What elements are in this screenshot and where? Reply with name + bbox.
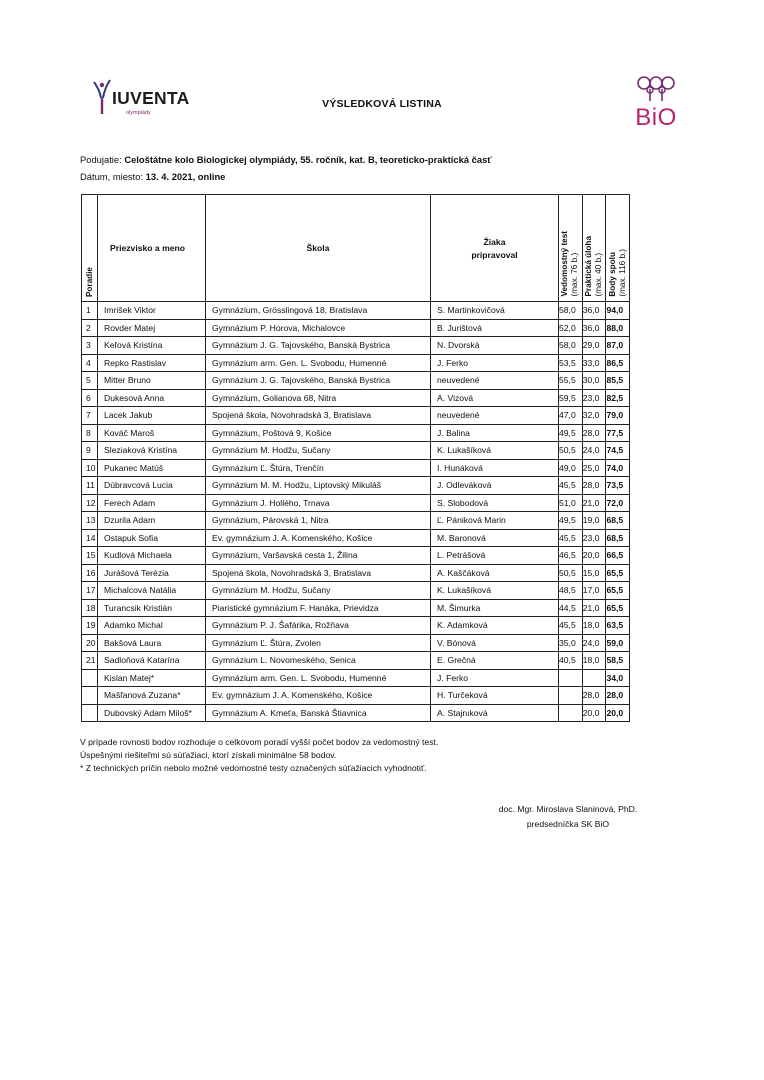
cell-rank: 9 xyxy=(82,442,98,460)
bio-wordmark: BiO xyxy=(635,104,677,131)
cell-test: 45,5 xyxy=(559,477,583,495)
table-row xyxy=(82,599,630,617)
event-label: Podujatie: xyxy=(80,154,122,165)
cell-test: 50,5 xyxy=(559,564,583,582)
cell-teacher: J. Balina xyxy=(431,424,559,442)
cell-name: Dukesová Anna xyxy=(98,389,206,407)
cell-rank: 2 xyxy=(82,319,98,337)
note-success: Úspešnými riešiteľmi sú súťažiaci, ktorí získali minimálne 58 bodov. xyxy=(80,750,337,760)
cell-test: 45,5 xyxy=(559,617,583,635)
cell-total: 77,5 xyxy=(606,424,630,442)
table-row xyxy=(82,389,630,407)
cell-practical: 25,0 xyxy=(582,459,606,477)
cell-teacher: I. Hunáková xyxy=(431,459,559,477)
cell-test: 48,5 xyxy=(559,582,583,600)
cell-test xyxy=(559,687,583,705)
cell-name: Repko Rastislav xyxy=(98,354,206,372)
bio-logo xyxy=(626,74,686,132)
cell-school: Spojená škola, Novohradská 3, Bratislava xyxy=(206,564,431,582)
note-tiebreak: V prípade rovnosti bodov rozhoduje o celkovom poradí vyšší počet bodov za vedomostný test. xyxy=(80,737,439,747)
table-row xyxy=(82,669,630,687)
cell-name: Turancsik Kristián xyxy=(98,599,206,617)
cell-test: 46,5 xyxy=(559,547,583,565)
cell-total: 28,0 xyxy=(606,687,630,705)
cell-teacher: B. Jurištová xyxy=(431,319,559,337)
cell-name: Dzurila Adam xyxy=(98,512,206,530)
table-row xyxy=(82,547,630,565)
table-row xyxy=(82,372,630,390)
cell-school: Gymnázium, Golianova 68, Nitra xyxy=(206,389,431,407)
cell-total: 65,5 xyxy=(606,582,630,600)
table-row xyxy=(82,529,630,547)
table-row xyxy=(82,424,630,442)
header-total: Body spolu (max. 116 b.) xyxy=(606,195,630,302)
cell-name: Kudlová Michaela xyxy=(98,547,206,565)
bio-rings-icon xyxy=(629,74,683,102)
cell-school: Gymnázium M. Hodžu, Sučany xyxy=(206,442,431,460)
cell-teacher: neuvedené xyxy=(431,407,559,425)
cell-practical: 28,0 xyxy=(582,477,606,495)
cell-rank: 4 xyxy=(82,354,98,372)
cell-teacher: J. Odleváková xyxy=(431,477,559,495)
cell-test: 59,5 xyxy=(559,389,583,407)
cell-rank: 15 xyxy=(82,547,98,565)
cell-school: Spojená škola, Novohradská 3, Bratislava xyxy=(206,407,431,425)
cell-total: 88,0 xyxy=(606,319,630,337)
cell-practical: 36,0 xyxy=(582,302,606,320)
cell-school: Gymnázium Ľ. Štúra, Trenčín xyxy=(206,459,431,477)
table-row xyxy=(82,634,630,652)
cell-total: 20,0 xyxy=(606,704,630,722)
header-practical: Praktická úloha (max. 40 b.) xyxy=(582,195,606,302)
cell-teacher: A. Stajnıková xyxy=(431,704,559,722)
cell-total: 66,5 xyxy=(606,547,630,565)
cell-school: Ev. gymnázium J. A. Komenského, Košice xyxy=(206,687,431,705)
cell-test: 53,5 xyxy=(559,354,583,372)
table-row xyxy=(82,494,630,512)
cell-school: Gymnázium J. G. Tajovského, Banská Bystrica xyxy=(206,337,431,355)
event-line xyxy=(80,154,492,165)
cell-name: Rovder Matej xyxy=(98,319,206,337)
cell-total: 68,5 xyxy=(606,529,630,547)
cell-practical: 23,0 xyxy=(582,389,606,407)
cell-school: Gymnázium J. Hollého, Trnava xyxy=(206,494,431,512)
cell-total: 73,5 xyxy=(606,477,630,495)
cell-total: 68,5 xyxy=(606,512,630,530)
notes xyxy=(80,736,438,775)
cell-rank xyxy=(82,687,98,705)
header-name: Priezvisko a meno xyxy=(98,195,206,302)
cell-practical: 28,0 xyxy=(582,687,606,705)
cell-rank: 21 xyxy=(82,652,98,670)
cell-practical: 19,0 xyxy=(582,512,606,530)
cell-rank: 17 xyxy=(82,582,98,600)
cell-practical xyxy=(582,669,606,687)
table-row xyxy=(82,302,630,320)
table-header-row xyxy=(82,195,630,302)
note-asterisk: * Z technických príčin nebolo možné vedomostné testy označených súťažiacich vyhodnotiť. xyxy=(80,763,427,773)
cell-teacher: E. Grečná xyxy=(431,652,559,670)
cell-total: 79,0 xyxy=(606,407,630,425)
cell-rank: 14 xyxy=(82,529,98,547)
cell-practical: 20,0 xyxy=(582,704,606,722)
cell-practical: 36,0 xyxy=(582,319,606,337)
cell-teacher: J. Ferko xyxy=(431,354,559,372)
cell-teacher: K. Adamková xyxy=(431,617,559,635)
cell-teacher: N. Dvorská xyxy=(431,337,559,355)
cell-school: Gymnázium J. G. Tajovského, Banská Bystrica xyxy=(206,372,431,390)
iuventa-subtitle: olympiády xyxy=(126,110,151,116)
cell-rank: 7 xyxy=(82,407,98,425)
cell-name: Ostapuk Sofia xyxy=(98,529,206,547)
cell-rank: 19 xyxy=(82,617,98,635)
date-line xyxy=(80,171,225,182)
cell-teacher: S. Martinkovičová xyxy=(431,302,559,320)
cell-test: 58,0 xyxy=(559,302,583,320)
cell-name: Lacek Jakub xyxy=(98,407,206,425)
cell-test: 52,0 xyxy=(559,319,583,337)
cell-name: Imrišek Viktor xyxy=(98,302,206,320)
cell-rank xyxy=(82,704,98,722)
cell-teacher: A. Kaščáková xyxy=(431,564,559,582)
cell-name: Kováč Maroš xyxy=(98,424,206,442)
cell-school: Gymnázium, Grösslingová 18, Bratislava xyxy=(206,302,431,320)
cell-test: 44,5 xyxy=(559,599,583,617)
header-test: Vedomostný test (max. 76 b.) xyxy=(559,195,583,302)
cell-test: 45,5 xyxy=(559,529,583,547)
cell-practical: 15,0 xyxy=(582,564,606,582)
cell-practical: 23,0 xyxy=(582,529,606,547)
cell-teacher: L. Petrášová xyxy=(431,547,559,565)
cell-school: Gymnázium P. Horova, Michalovce xyxy=(206,319,431,337)
cell-teacher: M. Šimurka xyxy=(431,599,559,617)
cell-total: 85,5 xyxy=(606,372,630,390)
cell-test: 50,5 xyxy=(559,442,583,460)
table-row xyxy=(82,407,630,425)
cell-total: 86,5 xyxy=(606,354,630,372)
signature-role: predsedníčka SK BiO xyxy=(526,819,610,829)
cell-name: Keľová Kristína xyxy=(98,337,206,355)
cell-name: Mitter Bruno xyxy=(98,372,206,390)
cell-school: Gymnázium P. J. Šafárika, Rožňava xyxy=(206,617,431,635)
cell-rank: 1 xyxy=(82,302,98,320)
cell-test: 49,0 xyxy=(559,459,583,477)
cell-total: 94,0 xyxy=(606,302,630,320)
cell-practical: 24,0 xyxy=(582,634,606,652)
cell-test: 49,5 xyxy=(559,512,583,530)
cell-practical: 21,0 xyxy=(582,494,606,512)
cell-total: 65,5 xyxy=(606,564,630,582)
cell-rank: 3 xyxy=(82,337,98,355)
header-school: Škola xyxy=(206,195,431,302)
cell-practical: 33,0 xyxy=(582,354,606,372)
cell-rank: 11 xyxy=(82,477,98,495)
cell-test: 49,5 xyxy=(559,424,583,442)
cell-total: 34,0 xyxy=(606,669,630,687)
cell-practical: 28,0 xyxy=(582,424,606,442)
cell-total: 58,5 xyxy=(606,652,630,670)
cell-practical: 21,0 xyxy=(582,599,606,617)
cell-total: 74,5 xyxy=(606,442,630,460)
cell-teacher: K. Lukašíková xyxy=(431,442,559,460)
cell-total: 65,5 xyxy=(606,599,630,617)
signature-name: doc. Mgr. Miroslava Slaninová, PhD. xyxy=(498,804,638,814)
cell-total: 74,0 xyxy=(606,459,630,477)
cell-name: Dúbravcová Lucia xyxy=(98,477,206,495)
cell-rank: 18 xyxy=(82,599,98,617)
table-row xyxy=(82,617,630,635)
table-row xyxy=(82,687,630,705)
cell-teacher: H. Turčeková xyxy=(431,687,559,705)
cell-rank: 16 xyxy=(82,564,98,582)
cell-rank: 13 xyxy=(82,512,98,530)
cell-rank: 10 xyxy=(82,459,98,477)
table-row xyxy=(82,477,630,495)
cell-school: Gymnázium M. Hodžu, Sučany xyxy=(206,582,431,600)
cell-rank: 6 xyxy=(82,389,98,407)
table-row xyxy=(82,354,630,372)
header-rank: Poradie xyxy=(82,195,98,302)
cell-school: Gymnázium Ľ. Štúra, Zvolen xyxy=(206,634,431,652)
results-table xyxy=(81,194,630,722)
cell-test xyxy=(559,669,583,687)
cell-practical: 30,0 xyxy=(582,372,606,390)
cell-rank: 8 xyxy=(82,424,98,442)
table-row xyxy=(82,319,630,337)
event-value: Celoštátne kolo Biologickej olympiády, 55. ročník, kat. B, teoreticko-praktická časť xyxy=(124,154,492,165)
cell-total: 59,0 xyxy=(606,634,630,652)
cell-practical: 18,0 xyxy=(582,652,606,670)
iuventa-wordmark: IUVENTA xyxy=(112,88,190,108)
header-teacher: Žiaka pripravoval xyxy=(431,195,559,302)
cell-school: Gymnázium M. M. Hodžu, Liptovský Mikuláš xyxy=(206,477,431,495)
cell-test: 51,0 xyxy=(559,494,583,512)
cell-school: Gymnázium arm. Gen. L. Svobodu, Humenné xyxy=(206,669,431,687)
cell-school: Gymnázium, Párovská 1, Nitra xyxy=(206,512,431,530)
cell-test xyxy=(559,704,583,722)
cell-total: 87,0 xyxy=(606,337,630,355)
cell-name: Pukanec Matúš xyxy=(98,459,206,477)
cell-name: Jurášová Terézia xyxy=(98,564,206,582)
cell-school: Gymnázium arm. Gen. L. Svobodu, Humenné xyxy=(206,354,431,372)
cell-total: 72,0 xyxy=(606,494,630,512)
cell-school: Piaristické gymnázium F. Hanáka, Prievidza xyxy=(206,599,431,617)
cell-teacher: J. Ferko xyxy=(431,669,559,687)
cell-test: 40,5 xyxy=(559,652,583,670)
cell-test: 55,5 xyxy=(559,372,583,390)
cell-name: Dubovský Adam Miloš* xyxy=(98,704,206,722)
table-row xyxy=(82,564,630,582)
results-body xyxy=(82,302,630,722)
cell-teacher: A. Vizová xyxy=(431,389,559,407)
table-row xyxy=(82,512,630,530)
cell-practical: 29,0 xyxy=(582,337,606,355)
cell-name: Sadloňová Katarína xyxy=(98,652,206,670)
cell-teacher: Ľ. Pániková Marin xyxy=(431,512,559,530)
table-row xyxy=(82,652,630,670)
cell-name: Sleziaková Kristína xyxy=(98,442,206,460)
cell-school: Gymnázium L. Novomeského, Senica xyxy=(206,652,431,670)
cell-total: 82,5 xyxy=(606,389,630,407)
cell-teacher: M. Baronová xyxy=(431,529,559,547)
table-row xyxy=(82,459,630,477)
table-row xyxy=(82,442,630,460)
cell-teacher: K. Lukašíková xyxy=(431,582,559,600)
cell-test: 35,0 xyxy=(559,634,583,652)
cell-practical: 20,0 xyxy=(582,547,606,565)
cell-total: 63,5 xyxy=(606,617,630,635)
document-title: VÝSLEDKOVÁ LISTINA xyxy=(322,98,442,110)
cell-practical: 17,0 xyxy=(582,582,606,600)
cell-test: 47,0 xyxy=(559,407,583,425)
date-value: 13. 4. 2021, online xyxy=(145,171,226,182)
cell-practical: 24,0 xyxy=(582,442,606,460)
cell-name: Ferech Adam xyxy=(98,494,206,512)
cell-name: Bakšová Laura xyxy=(98,634,206,652)
cell-teacher: V. Bónová xyxy=(431,634,559,652)
cell-practical: 18,0 xyxy=(582,617,606,635)
cell-name: Adamko Michal xyxy=(98,617,206,635)
cell-school: Gymnázium, Varšavská cesta 1, Žilina xyxy=(206,547,431,565)
cell-practical: 32,0 xyxy=(582,407,606,425)
table-row xyxy=(82,704,630,722)
cell-test: 58,0 xyxy=(559,337,583,355)
cell-school: Gymnázium, Poštová 9, Košice xyxy=(206,424,431,442)
cell-school: Gymnázium A. Kmeťa, Banská Štiavnica xyxy=(206,704,431,722)
cell-teacher: neuvedené xyxy=(431,372,559,390)
table-row xyxy=(82,337,630,355)
cell-name: Kislan Matej* xyxy=(98,669,206,687)
cell-name: Mašľanová Zuzana* xyxy=(98,687,206,705)
table-row xyxy=(82,582,630,600)
cell-rank: 12 xyxy=(82,494,98,512)
cell-teacher: S. Slobodová xyxy=(431,494,559,512)
cell-rank: 20 xyxy=(82,634,98,652)
date-label: Dátum, miesto: xyxy=(80,171,144,182)
cell-name: Michalcová Natália xyxy=(98,582,206,600)
cell-rank xyxy=(82,669,98,687)
cell-school: Ev. gymnázium J. A. Komenského, Košice xyxy=(206,529,431,547)
signature-block xyxy=(493,802,643,832)
cell-rank: 5 xyxy=(82,372,98,390)
